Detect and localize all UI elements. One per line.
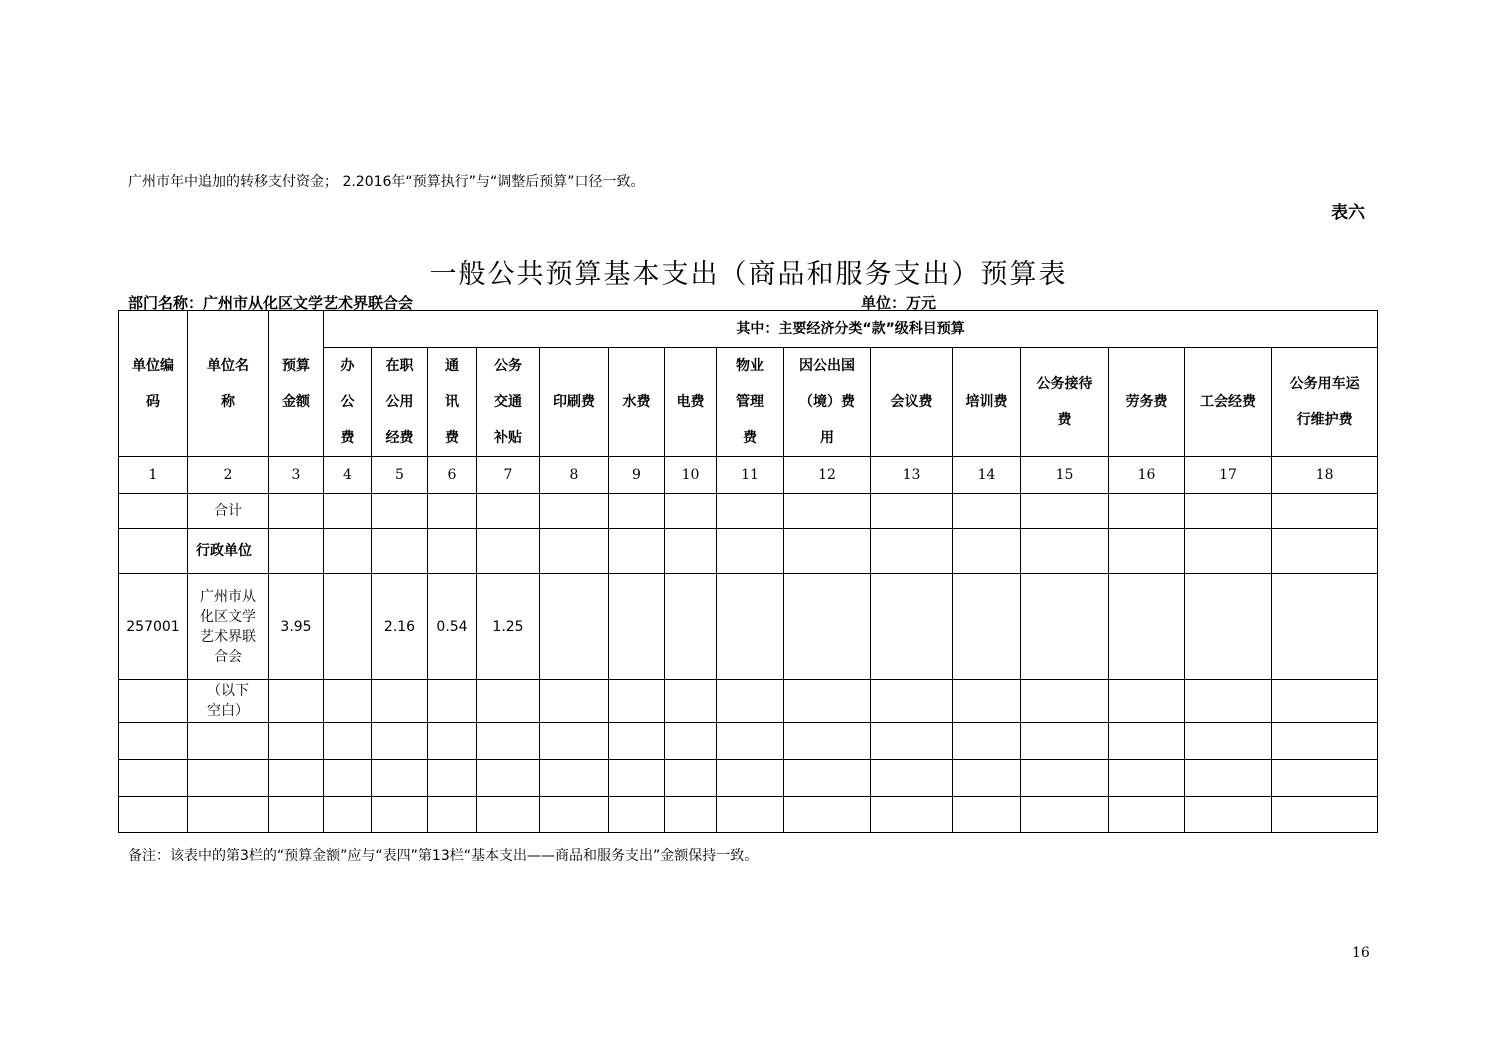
cell-empty [324,723,372,760]
table-row-admin [119,529,1378,574]
cell-empty [1021,529,1109,574]
cell-empty [119,760,188,797]
cell-empty [1109,723,1185,760]
cell-empty [188,760,269,797]
cell-empty [665,680,717,723]
index-row [119,457,1378,494]
cell-empty [428,760,477,797]
cell-empty [871,574,953,680]
col-header-5-l1: 在职 [385,358,414,374]
cell-empty [1185,797,1272,833]
cell-empty [953,529,1021,574]
budget-table [118,310,1378,833]
cell-code [119,529,188,574]
cell-c6: 0.54 [428,574,477,680]
table-row-unit [119,574,1378,680]
cell-empty [1109,574,1185,680]
col-header-1-l1: 单位编 [132,357,174,374]
index-cell: 3 [269,457,324,494]
cell-empty [540,574,609,680]
cell-empty [717,680,784,723]
cell-amount [269,680,324,723]
cell-empty [609,797,665,833]
cell-c5 [372,680,428,723]
col-header-10 [665,348,717,457]
cell-empty [188,797,269,833]
cell-empty [269,760,324,797]
col-header-16-l1: 劳务费 [1125,394,1168,410]
cell-c5: 2.16 [372,574,428,680]
cell-empty [324,680,372,723]
col-header-18-l2: 行维护费 [1296,412,1353,428]
col-header-13 [871,348,953,457]
cell-c6 [428,529,477,574]
cell-empty [1185,760,1272,797]
cell-empty [717,574,784,680]
group-header: 其中：主要经济分类“款”级科目预算 [324,311,1378,348]
cell-name: （以下空白） [188,680,269,723]
col-header-3-l2: 金额 [282,393,310,410]
cell-empty [1272,723,1378,760]
cell-empty [477,797,540,833]
cell-empty [119,797,188,833]
cell-c7 [477,529,540,574]
cell-empty [665,760,717,797]
index-cell: 18 [1272,457,1378,494]
col-header-12-l2: （境）费 [799,394,855,410]
index-cell: 14 [953,457,1021,494]
cell-empty [540,494,609,529]
cell-empty [540,797,609,833]
cell-empty [784,680,871,723]
cell-empty [1109,797,1185,833]
cell-empty [784,574,871,680]
cell-name: 合计 [188,494,269,529]
col-header-13-l1: 会议费 [890,394,933,410]
col-header-16 [1109,348,1185,457]
cell-empty [609,529,665,574]
cell-empty [540,680,609,723]
col-header-14 [953,348,1021,457]
cell-code: 257001 [119,574,188,680]
cell-empty [477,723,540,760]
col-header-5 [372,348,428,457]
cell-empty [784,760,871,797]
col-header-15 [1021,348,1109,457]
cell-empty [1109,760,1185,797]
index-cell: 13 [871,457,953,494]
index-cell: 6 [428,457,477,494]
cell-c6 [428,494,477,529]
page-number: 16 [1352,945,1370,961]
cell-empty [428,723,477,760]
cell-empty [871,760,953,797]
cell-c5 [372,529,428,574]
col-header-18 [1272,348,1378,457]
department-label: 部门名称：广州市从化区文学艺术界联合会 [128,294,414,312]
cell-empty [1272,760,1378,797]
col-header-1 [119,311,188,457]
col-header-7-l1: 公务 [494,358,522,374]
index-cell: 9 [609,457,665,494]
col-header-12-l3: 用 [820,430,834,446]
cell-empty [871,797,953,833]
col-header-12-l1: 因公出国 [799,358,855,374]
cell-empty [1021,723,1109,760]
cell-empty [1272,494,1378,529]
cell-empty [1185,723,1272,760]
col-header-6-l3: 费 [445,430,459,446]
col-header-4 [324,348,372,457]
cell-empty [609,574,665,680]
col-header-8 [540,348,609,457]
cell-empty [1021,494,1109,529]
cell-empty [953,760,1021,797]
cell-empty [1109,529,1185,574]
col-header-6 [428,348,477,457]
cell-empty [953,797,1021,833]
col-header-9-l1: 水费 [622,394,651,410]
cell-code [119,494,188,529]
cell-empty [609,760,665,797]
cell-empty [717,494,784,529]
cell-empty [665,723,717,760]
cell-empty [372,760,428,797]
index-cell: 1 [119,457,188,494]
table-row-empty [119,797,1378,833]
cell-empty [1185,680,1272,723]
cell-empty [1272,529,1378,574]
cell-empty [428,797,477,833]
col-header-10-l1: 电费 [676,394,705,410]
cell-empty [609,680,665,723]
col-header-5-l2: 公用 [385,394,414,410]
cell-empty [1021,680,1109,723]
cell-c6 [428,680,477,723]
cell-empty [1109,494,1185,529]
cell-empty [324,529,372,574]
cell-empty [372,797,428,833]
cell-empty [372,723,428,760]
index-cell: 5 [372,457,428,494]
cell-c7: 1.25 [477,574,540,680]
cell-c7 [477,494,540,529]
unit-label: 单位：万元 [861,294,937,312]
cell-empty [784,723,871,760]
cell-empty [717,723,784,760]
cell-empty [1272,797,1378,833]
col-header-9 [609,348,665,457]
col-header-4-l3: 费 [340,430,355,446]
col-header-17 [1185,348,1272,457]
cell-empty [1185,529,1272,574]
col-header-15-l1: 公务接待 [1036,376,1093,392]
cell-empty [609,723,665,760]
remark-note: 备注：该表中的第3栏的“预算金额”应与“表四”第13栏“基本支出——商品和服务支出”金额保持一致。 [128,848,759,864]
col-header-7-l3: 补贴 [494,430,522,446]
cell-empty [665,529,717,574]
col-header-11-l3: 费 [743,430,757,446]
cell-empty [1272,574,1378,680]
cell-empty [1272,680,1378,723]
cell-empty [953,574,1021,680]
col-header-3 [269,311,324,457]
cell-empty [1021,574,1109,680]
cell-c7 [477,680,540,723]
cell-empty [269,723,324,760]
index-cell: 10 [665,457,717,494]
cell-empty [953,494,1021,529]
col-header-15-l2: 费 [1057,412,1072,428]
cell-empty [871,494,953,529]
cell-empty [953,680,1021,723]
top-note: 广州市年中追加的转移支付资金； 2.2016年“预算执行”与“调整后预算”口径一致。 [128,174,645,190]
cell-empty [717,760,784,797]
cell-empty [324,797,372,833]
col-header-2-l1: 单位名 [207,357,249,374]
cell-empty [784,494,871,529]
cell-empty [784,529,871,574]
cell-empty [784,797,871,833]
cell-amount [269,494,324,529]
col-header-7 [477,348,540,457]
cell-empty [665,574,717,680]
col-header-17-l1: 工会经费 [1200,394,1256,410]
cell-code [119,680,188,723]
col-header-18-l1: 公务用车运 [1289,376,1360,392]
cell-empty [540,723,609,760]
col-header-12 [784,348,871,457]
table-row-empty [119,723,1378,760]
cell-empty [717,529,784,574]
col-header-3-l1: 预算 [282,357,310,374]
table-row-blank-note [119,680,1378,723]
cell-empty [540,529,609,574]
cell-empty [119,723,188,760]
cell-empty [1021,760,1109,797]
col-header-6-l2: 讯 [445,394,459,410]
table-row-total [119,494,1378,529]
cell-empty [1021,797,1109,833]
page-title: 一般公共预算基本支出（商品和服务支出）预算表 [429,259,1068,290]
index-cell: 8 [540,457,609,494]
col-header-6-l1: 通 [445,358,459,374]
col-header-11 [717,348,784,457]
cell-empty [665,797,717,833]
index-cell: 11 [717,457,784,494]
col-header-1-l2: 码 [146,393,160,410]
cell-c5 [372,494,428,529]
col-header-11-l2: 管理 [736,394,764,410]
cell-amount: 3.95 [269,574,324,680]
cell-empty [477,760,540,797]
index-cell: 7 [477,457,540,494]
col-header-4-l2: 公 [340,394,355,410]
cell-empty [609,494,665,529]
index-cell: 17 [1185,457,1272,494]
index-cell: 15 [1021,457,1109,494]
col-header-8-l1: 印刷费 [553,394,595,410]
cell-empty [324,574,372,680]
cell-empty [871,723,953,760]
cell-empty [871,680,953,723]
col-header-14-l1: 培训费 [965,394,1008,410]
col-header-5-l3: 经费 [385,430,414,446]
cell-empty [717,797,784,833]
cell-amount [269,529,324,574]
cell-empty [665,494,717,529]
cell-empty [324,760,372,797]
table-row-empty [119,760,1378,797]
cell-empty [1109,680,1185,723]
table-number: 表六 [1331,203,1365,223]
cell-empty [269,797,324,833]
col-header-2 [188,311,269,457]
index-cell: 2 [188,457,269,494]
cell-empty [188,723,269,760]
cell-empty [1185,494,1272,529]
col-header-11-l1: 物业 [736,358,764,374]
cell-empty [871,529,953,574]
index-cell: 16 [1109,457,1185,494]
cell-empty [324,494,372,529]
col-header-2-l2: 称 [221,393,235,410]
cell-name: 广州市从化区文学艺术界联合会 [188,574,269,680]
col-header-7-l2: 交通 [494,394,522,410]
cell-empty [540,760,609,797]
col-header-4-l1: 办 [340,358,355,374]
cell-empty [953,723,1021,760]
cell-empty [1185,574,1272,680]
index-cell: 4 [324,457,372,494]
cell-name: 行政单位 [188,529,269,574]
index-cell: 12 [784,457,871,494]
